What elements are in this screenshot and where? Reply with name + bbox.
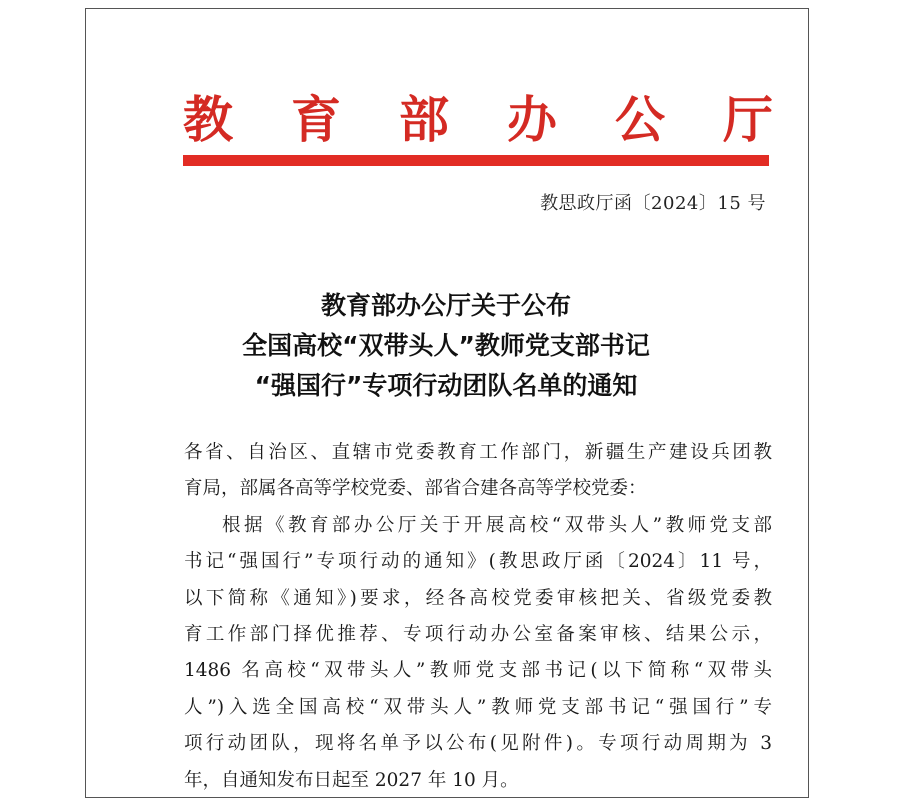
paragraph-line: 以下简称《通知》)要求，经各高校党委审核把关、省级党委教 [184,587,772,609]
title-line: 教育部办公厅关于公布 [320,291,571,320]
issuing-office-header [183,87,773,153]
salutation-line: 育局，部属各高等学校党委、部省合建各高等学校党委： [184,478,647,500]
title-line: 全国高校“双带头人”教师党支部书记 [242,331,650,360]
paragraph-line: 根据《教育部办公厅关于开展高校“双带头人”教师党支部 [222,514,772,536]
header-char: 公 [615,90,665,149]
header-char: 教 [183,90,233,149]
red-header-rule [183,155,769,166]
salutation-line: 各省、自治区、直辖市党委教育工作部门，新疆生产建设兵团教 [184,442,772,463]
paragraph-line: 1486 名高校“双带头人”教师党支部书记(以下简称“双带头 [184,660,772,682]
header-char: 办 [507,90,557,149]
document-page [85,8,809,798]
title-line: “强国行”专项行动团队名单的通知 [254,371,638,400]
header-char: 育 [291,90,341,149]
paragraph-line: 项行动团队，现将名单予以公布(见附件)。专项行动周期为 3 [184,733,772,755]
paragraph-line: 育工作部门择优推荐、专项行动办公室备案审核、结果公示， [184,623,772,645]
document-number: 教思政厅函〔2024〕15 号 [540,193,766,214]
paragraph-line: 人”)入选全国高校“双带头人”教师党支部书记“强国行”专 [184,696,772,718]
header-char: 部 [399,90,449,149]
paragraph-line: 书记“强国行”专项行动的通知》(教思政厅函〔2024〕11 号， [184,551,772,573]
document-title [146,286,746,406]
paragraph-line: 年，自通知发布日起至 2027 年 10 月。 [184,769,519,791]
document-body [184,435,772,799]
header-char: 厅 [723,90,773,149]
